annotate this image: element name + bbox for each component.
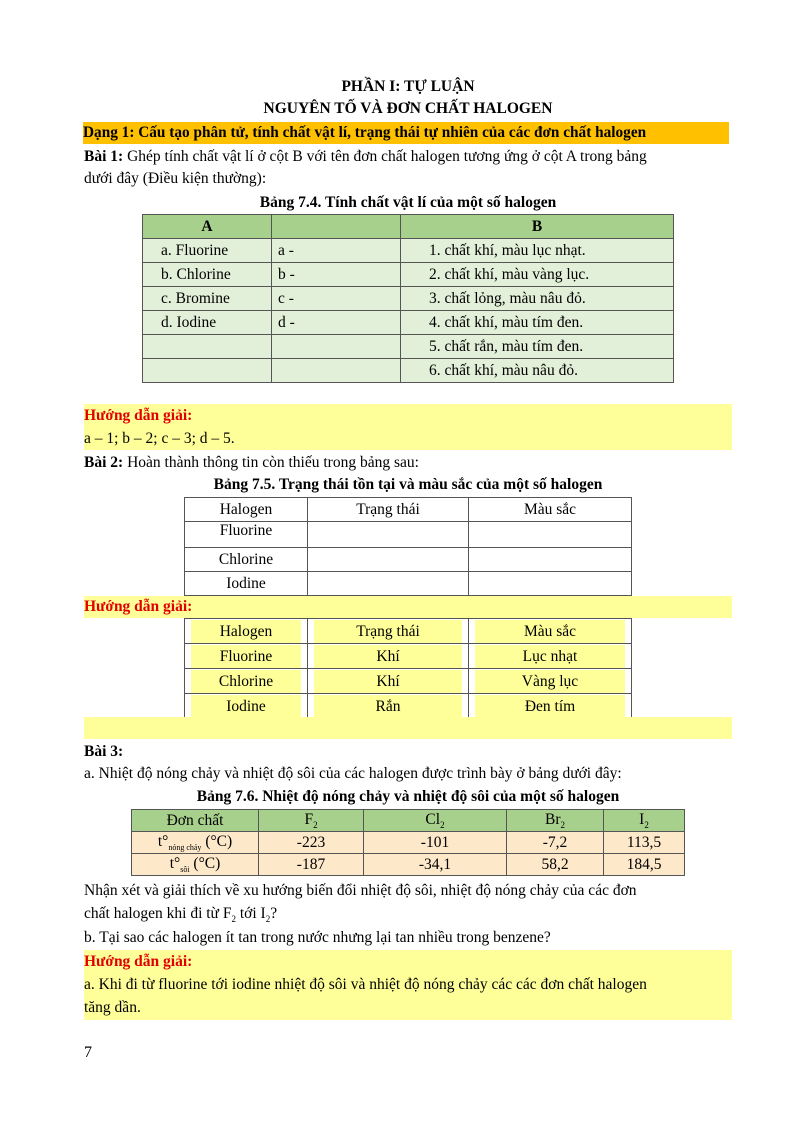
q2-cell-empty (308, 522, 469, 548)
q2-answer-cell (185, 644, 308, 669)
element-subscript: 2 (560, 820, 565, 831)
q1-header-a: A (143, 215, 272, 239)
q1-label: Bài 1: (84, 148, 124, 165)
table-row (185, 669, 632, 694)
q1-cell-a: a. Fluorine (143, 239, 272, 263)
q3-header-element (507, 810, 604, 832)
element-symbol: F (304, 810, 314, 828)
q3-comment-sub: 2 (231, 914, 236, 925)
q1-cell-a: b. Chlorine (143, 263, 272, 287)
table-row (185, 619, 632, 644)
q1-cell-match (272, 359, 401, 383)
q1-cell-b: 1. chất khí, màu lục nhạt. (401, 239, 674, 263)
q2-cell-empty (469, 522, 632, 548)
q1-cell-b: 3. chất lỏng, màu nâu đỏ. (401, 287, 674, 311)
q2-header: Halogen (185, 498, 308, 522)
temp-subscript: sôi (180, 865, 190, 875)
table-row (185, 498, 632, 522)
q2-answer-table (184, 618, 632, 719)
q1-cell-match: b - (272, 263, 401, 287)
q1-text-line1 (84, 146, 732, 168)
table-row (143, 335, 674, 359)
table-row (185, 548, 632, 572)
q1-table (142, 214, 674, 383)
section-title: Dạng 1: Cấu tạo phân tử, tính chất vật lí, trạng thái tự nhiên của các đơn chất halogen (83, 122, 729, 144)
q2-answer-cell (308, 644, 469, 669)
q1-cell-match: d - (272, 311, 401, 335)
q3-comment-sub: 2 (265, 914, 271, 925)
q2-answer-text: Trạng thái (314, 620, 462, 643)
q2-answer-text: Iodine (191, 695, 301, 718)
q2-answer-text: Đen tím (475, 695, 625, 718)
part-title: PHẦN I: TỰ LUẬN (341, 78, 475, 95)
q1-answer: a – 1; b – 2; c – 3; d – 5. (84, 430, 235, 447)
q1-text-line2: dưới đây (Điều kiện thường): (84, 170, 267, 187)
q2-answer-text: Chlorine (191, 670, 301, 693)
temp-unit: (°C) (189, 854, 221, 872)
q3-value: 184,5 (604, 854, 685, 876)
q2-cell-empty (469, 548, 632, 572)
table-row (143, 311, 674, 335)
q2-guide-label: Hướng dẫn giải: (84, 598, 193, 615)
q2-answer-text: Halogen (191, 620, 301, 643)
q1-table-caption: Bảng 7.4. Tính chất vật lí của một số halogen (259, 194, 557, 211)
temp-subscript: nóng chảy (168, 843, 202, 853)
table-row (185, 694, 632, 719)
q3-value: 58,2 (507, 854, 604, 876)
q1-cell-match (272, 335, 401, 359)
table-row (185, 572, 632, 596)
q1-cell-match: c - (272, 287, 401, 311)
q1-cell-match: a - (272, 239, 401, 263)
q2-answer-cell (469, 669, 632, 694)
q2-cell-empty (308, 548, 469, 572)
q2-answer-cell (469, 619, 632, 644)
q1-cell-b: 2. chất khí, màu vàng lục. (401, 263, 674, 287)
q3-comment-text: ? (270, 905, 278, 922)
q3-comment-text: tới I (235, 905, 266, 922)
q1-text: Ghép tính chất vật lí ở cột B với tên đơn chất halogen tương ứng ở cột A trong bảng (127, 148, 647, 165)
q2-answer-text: Khí (314, 670, 462, 693)
q3-value: 113,5 (604, 832, 685, 854)
table-row (143, 359, 674, 383)
q2-answer-cell (185, 619, 308, 644)
q2-answer-cell (469, 694, 632, 719)
q2-guide-box (84, 596, 732, 618)
q3-guide-label: Hướng dẫn giải: (84, 953, 193, 970)
q2-header: Màu sắc (469, 498, 632, 522)
page-number: 7 (84, 1044, 92, 1061)
element-symbol: I (639, 810, 645, 828)
q3-header-element (604, 810, 685, 832)
element-subscript: 2 (313, 820, 318, 831)
q1-cell-a (143, 359, 272, 383)
q2-answer-cell (185, 669, 308, 694)
q2-table-caption: Bảng 7.5. Trạng thái tồn tại và màu sắc của một số halogen (213, 476, 603, 493)
q3-table (131, 809, 685, 876)
table-row (132, 854, 685, 876)
temp-unit: (°C) (201, 832, 233, 850)
q2-cell-halogen: Iodine (185, 572, 308, 596)
q2-answer-cell (308, 694, 469, 719)
q3-part-b: b. Tại sao các halogen ít tan trong nước nhưng lại tan nhiều trong benzene? (84, 929, 551, 946)
q3-guide-box (84, 950, 732, 1020)
q3-value: -223 (259, 832, 364, 854)
element-subscript: 2 (644, 820, 649, 831)
q3-value: -187 (259, 854, 364, 876)
q3-row-label (132, 832, 259, 854)
q2-label: Bài 2: (84, 454, 124, 471)
element-symbol: Br (545, 810, 561, 828)
q1-header-blank (272, 215, 401, 239)
q2-answer-text: Rắn (314, 695, 462, 718)
q2-answer-text: Vàng lục (475, 670, 625, 693)
element-symbol: Cl (425, 810, 441, 828)
q2-header: Trạng thái (308, 498, 469, 522)
q3-value: -34,1 (364, 854, 507, 876)
temp-symbol: t° (157, 832, 169, 850)
q3-header-element (259, 810, 364, 832)
q1-cell-b: 5. chất rắn, màu tím đen. (401, 335, 674, 359)
q1-cell-a (143, 335, 272, 359)
q3-header-element (364, 810, 507, 832)
q2-answer-cell (308, 669, 469, 694)
q3-answer-line1: a. Khi đi từ fluorine tới iodine nhiệt độ sôi và nhiệt độ nóng chảy các các đơn chất halogen (84, 976, 647, 993)
q3-comment-text: chất halogen khi đi từ F (84, 905, 232, 922)
q3-header: Đơn chất (132, 810, 259, 832)
q3-table-caption: Bảng 7.6. Nhiệt độ nóng chảy và nhiệt độ sôi của một số halogen (196, 788, 620, 805)
q3-answer-line2: tăng dần. (84, 999, 141, 1016)
q3-label: Bài 3: (84, 743, 124, 760)
table-row (132, 810, 685, 832)
q2-cell-halogen: Chlorine (185, 548, 308, 572)
q1-cell-a: d. Iodine (143, 311, 272, 335)
q1-cell-b: 4. chất khí, màu tím đen. (401, 311, 674, 335)
q3-part-a: a. Nhiệt độ nóng chảy và nhiệt độ sôi của các halogen được trình bày ở bảng dưới đây: (84, 765, 622, 782)
q1-cell-b: 6. chất khí, màu nâu đỏ. (401, 359, 674, 383)
q2-cell-halogen: Fluorine (185, 522, 308, 548)
q2-answer-cell (185, 694, 308, 719)
temp-symbol: t° (169, 854, 181, 872)
q1-cell-a: c. Bromine (143, 287, 272, 311)
q2-table (184, 497, 632, 596)
q1-guide-box (84, 404, 732, 450)
table-row (185, 522, 632, 548)
q2-answer-text: Lục nhạt (475, 645, 625, 668)
table-row (132, 832, 685, 854)
table-row (143, 263, 674, 287)
element-subscript: 2 (440, 820, 445, 831)
q2-cell-empty (308, 572, 469, 596)
q2-cell-empty (469, 572, 632, 596)
q2-answer-text: Fluorine (191, 645, 301, 668)
q1-header-b: B (401, 215, 674, 239)
q2-answer-cell (469, 644, 632, 669)
table-row (143, 239, 674, 263)
table-row (185, 644, 632, 669)
q3-row-label (132, 854, 259, 876)
q2-answer-text: Khí (314, 645, 462, 668)
q2-text-line (84, 452, 732, 474)
q2-answer-text: Màu sắc (475, 620, 625, 643)
q3-value: -7,2 (507, 832, 604, 854)
q3-comment-line1: Nhận xét và giải thích về xu hướng biến đổi nhiệt độ sôi, nhiệt độ nóng chảy của các đơn (84, 882, 637, 899)
q2-text: Hoàn thành thông tin còn thiếu trong bảng sau: (127, 454, 419, 471)
q2-guide-box-end (84, 717, 732, 739)
table-row (143, 287, 674, 311)
q1-guide-label: Hướng dẫn giải: (84, 407, 193, 424)
q3-value: -101 (364, 832, 507, 854)
chapter-title: NGUYÊN TỐ VÀ ĐƠN CHẤT HALOGEN (263, 100, 553, 117)
q2-answer-cell (308, 619, 469, 644)
